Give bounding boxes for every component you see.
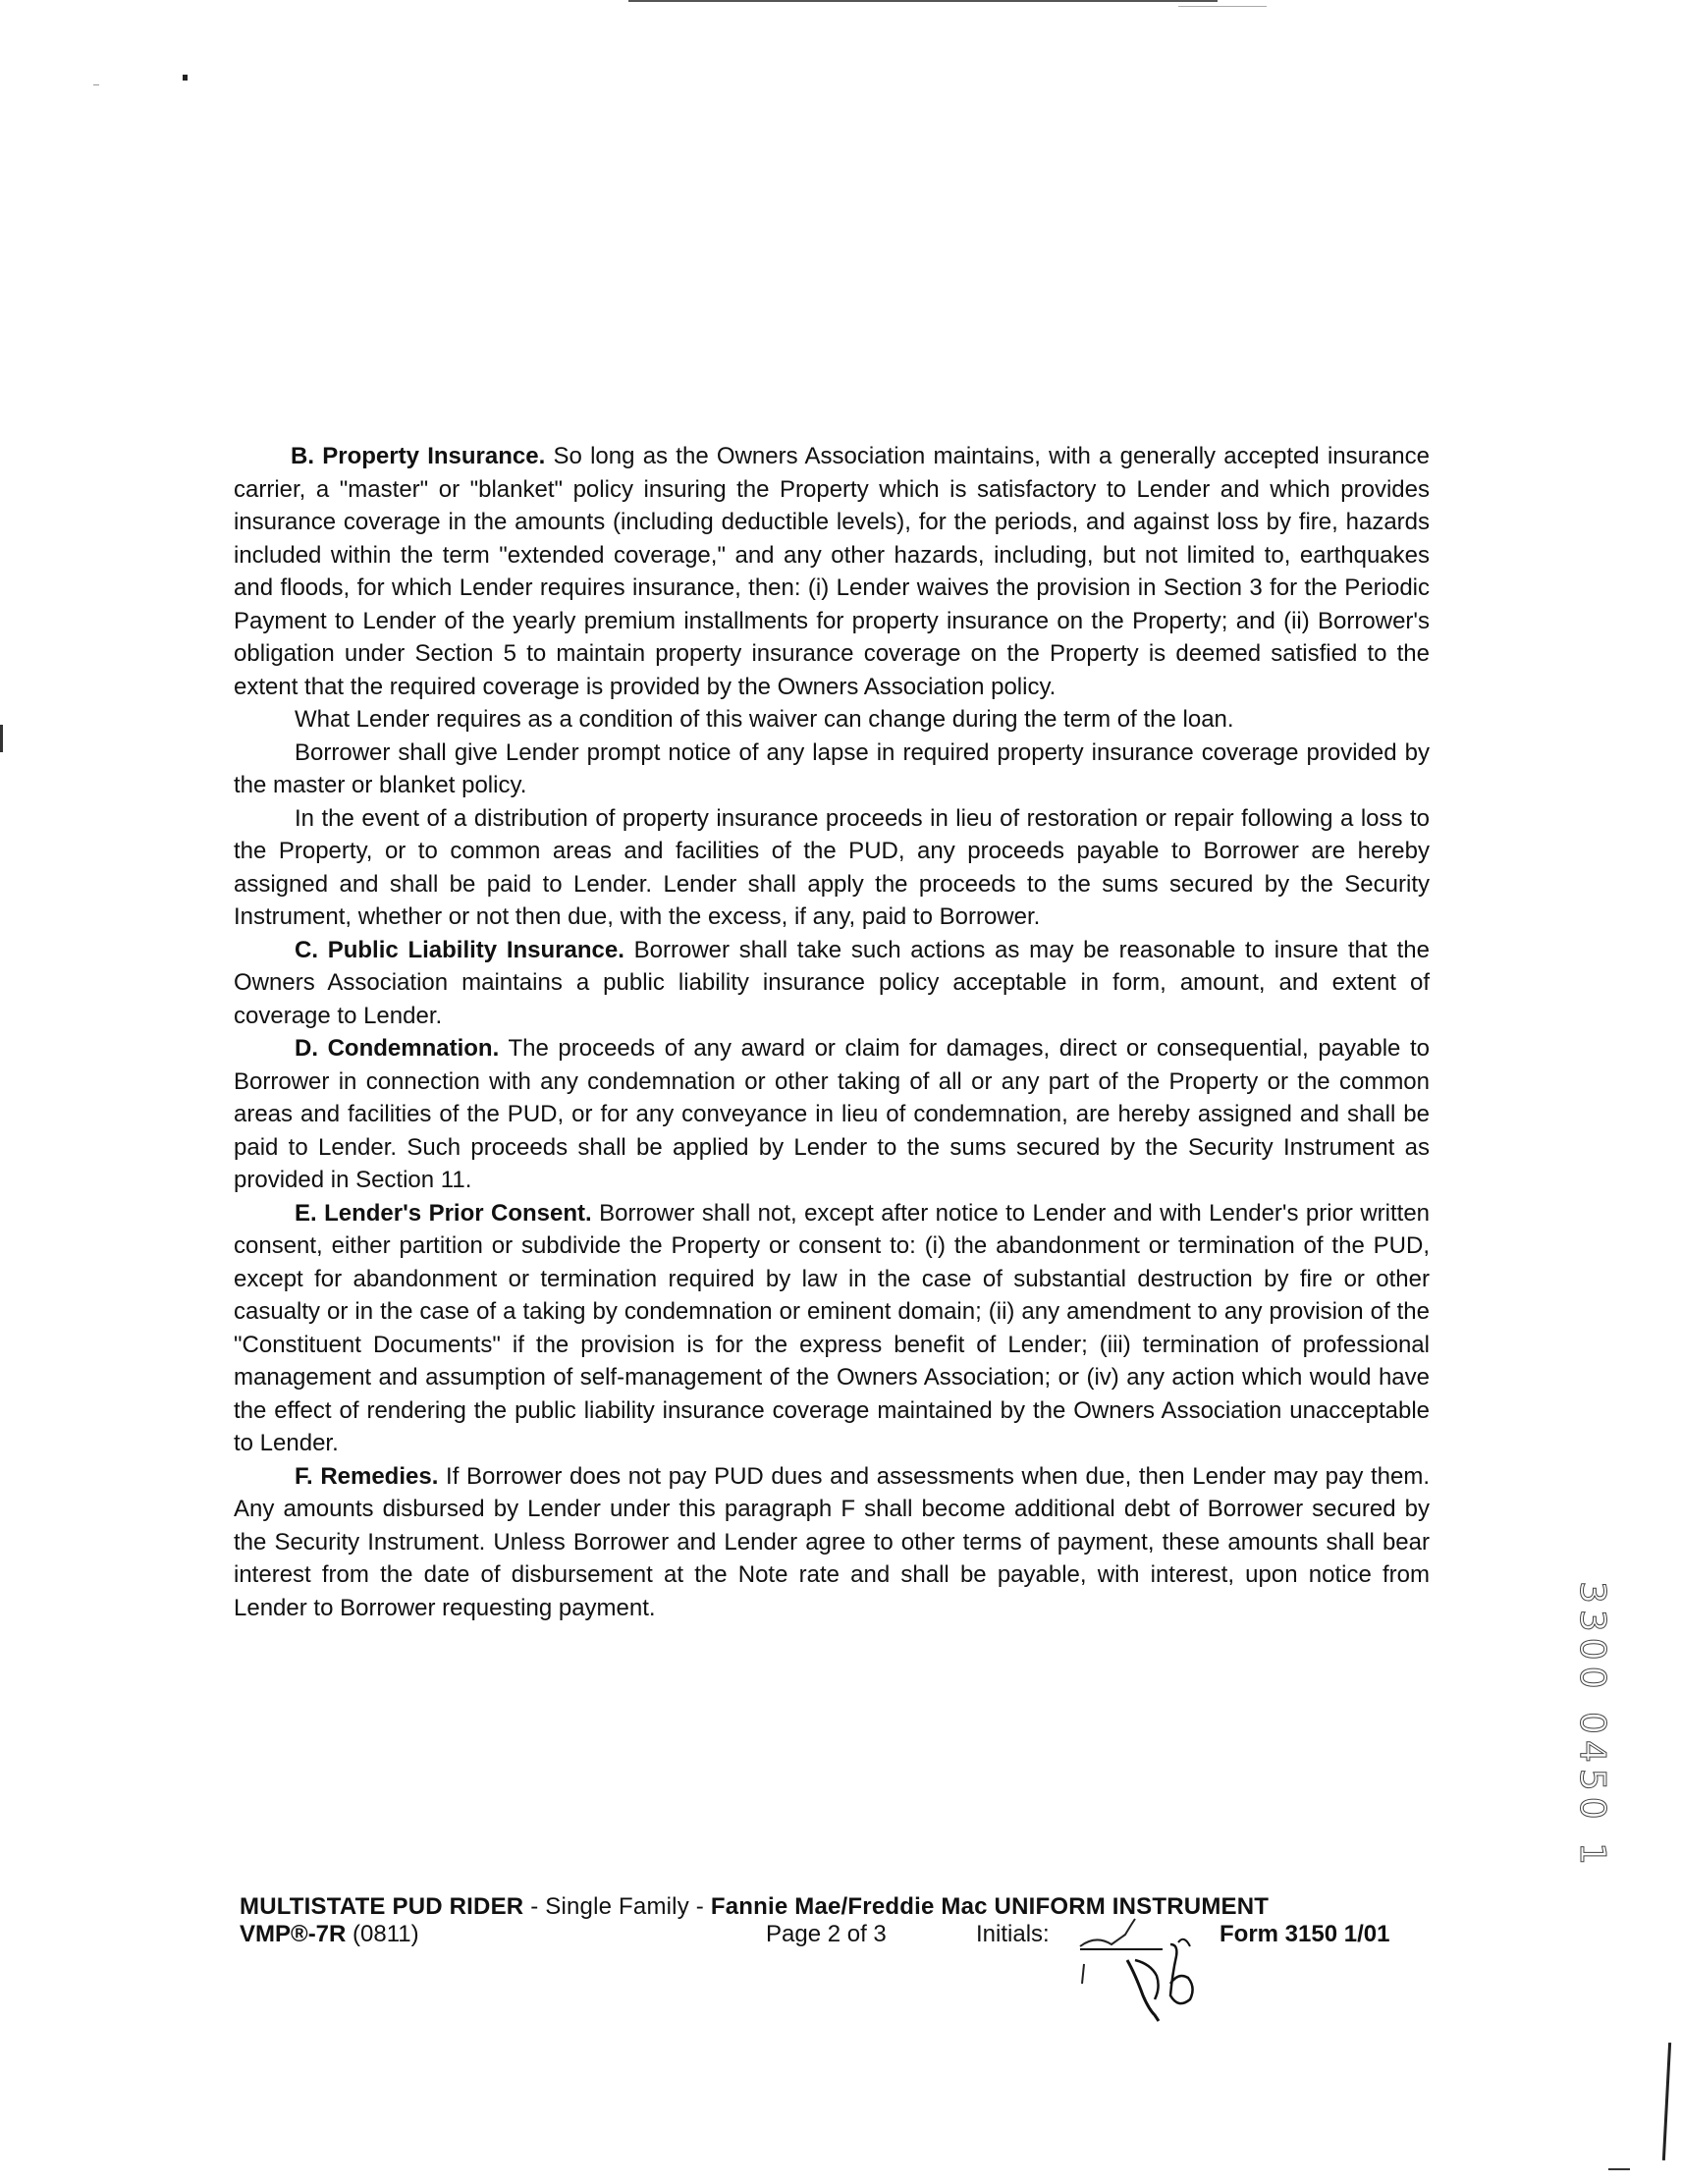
scan-artifact-top-line bbox=[628, 0, 1218, 2]
section-heading: B. Property Insurance. bbox=[291, 443, 546, 469]
form-code-prefix: VMP®-7R bbox=[240, 1921, 347, 1947]
handwritten-initials bbox=[1076, 1905, 1233, 2033]
section-text: Borrower shall not, except after notice to Lender and with Lender's prior written consent, either partition or subdivide the Property or consent to: (i) the abandonment or termination of the PUD, except for abandonment or termination required by law in the case of substantial destruction by fire or other casualty or in the case of a taking by condemnation or eminent domain; (ii) any amendment to any provision of the "Constituent Documents" if the provision is for the express benefit of Lender; (iii) termination of professional management and assumption of self-management of the Owners Association; or (iv) any action which would have the effect of rendering the public liability insurance coverage maintained by the Owners Association unacceptable to Lender. bbox=[234, 1199, 1431, 1456]
scan-artifact-top-line bbox=[1178, 6, 1267, 7]
section-heading: F. Remedies. bbox=[295, 1462, 439, 1490]
rider-type: Single Family bbox=[545, 1893, 689, 1920]
recording-stamp: 3300 0450 1 bbox=[1572, 1581, 1612, 1872]
section-c-paragraph bbox=[234, 934, 1430, 1033]
scan-artifact-left-tick bbox=[0, 725, 3, 752]
section-f-paragraph bbox=[234, 1460, 1430, 1625]
section-b-paragraph bbox=[234, 440, 1430, 703]
separator: - bbox=[688, 1893, 711, 1920]
waiver-paragraph: What Lender requires as a condition of this waiver can change during the term of the loan. bbox=[295, 706, 1234, 733]
section-e-paragraph bbox=[234, 1197, 1430, 1460]
initials-label: Initials: bbox=[976, 1921, 1050, 1947]
section-text: Borrower shall take such actions as may be reasonable to insure that the Owners Association maintains a public liability insurance policy acceptable in form, amount, and extent of coverage to Lender. bbox=[234, 936, 1430, 1029]
lapse-paragraph: Borrower shall give Lender prompt notice of any lapse in required property insurance coverage provided by the master or blanket policy. bbox=[234, 738, 1430, 798]
form-code-suffix: (0811) bbox=[346, 1921, 419, 1947]
section-d-paragraph bbox=[234, 1032, 1430, 1197]
section-text: So long as the Owners Association maintains, with a generally accepted insurance carrier, a "master" or "blanket" policy insuring the Property which is satisfactory to Lender and which provides insurance coverage in the amounts (including deductible levels), for the periods, and against loss by fire, hazards included within the term "extended coverage," and any other hazards, including, but not limited to, earthquakes and floods, for which Lender requires insurance, then: (i) Lender waives the provision in Section 3 for the Periodic Payment to Lender of the yearly premium installments for property insurance on the Property; and (ii) Borrower's obligation under Section 5 to maintain property insurance coverage on the Property is deemed satisfied to the extent that the required coverage is provided by the Owners Association policy. bbox=[234, 443, 1430, 700]
scan-artifact-dot bbox=[183, 75, 188, 81]
rider-title: MULTISTATE PUD RIDER bbox=[240, 1893, 524, 1920]
rider-body bbox=[234, 440, 1430, 1624]
section-heading: C. Public Liability Insurance. bbox=[295, 936, 624, 963]
scan-artifact-right-edge bbox=[1662, 2043, 1671, 2160]
distribution-paragraph: In the event of a distribution of property insurance proceeds in lieu of restoration or repair following a loss to the Property, or to common areas and facilities of the PUD, any proceeds payable to Borrower are hereby assigned and shall be paid to Lender. Lender shall apply the proceeds to the sums secured by the Security Instrument, whether or not then due, with the excess, if any, paid to Borrower. bbox=[234, 804, 1430, 930]
section-text: The proceeds of any award or claim for damages, direct or consequential, payable to Borrower in connection with any condemnation or other taking of all or any part of the Property or the common areas and facilities of the PUD, or for any conveyance in lieu of condemnation, are hereby assigned and shall be paid to Lender. Such proceeds shall be applied by Lender to the sums secured by the Security Instrument as provided in Section 11. bbox=[234, 1035, 1431, 1193]
form-code bbox=[240, 1921, 419, 1948]
rider-instrument: Fannie Mae/Freddie Mac UNIFORM INSTRUMENT bbox=[710, 1893, 1270, 1920]
section-text: If Borrower does not pay PUD dues and assessments when due, then Lender may pay them. Any amounts disbursed by Lender under this paragraph F shall become additional debt of Borrower secured by the Security Instrument. Unless Borrower and Lender agree to other terms of payment, these amounts shall bear interest from the date of disbursement at the Note rate and shall be payable, with interest, upon notice from Lender to Borrower requesting payment. bbox=[234, 1462, 1430, 1621]
form-number: Form 3150 1/01 bbox=[1220, 1921, 1390, 1947]
page-number: Page 2 of 3 bbox=[766, 1921, 887, 1947]
section-heading: E. Lender's Prior Consent. bbox=[295, 1199, 592, 1227]
section-heading: D. Condemnation. bbox=[295, 1035, 500, 1062]
scan-artifact-dash bbox=[93, 84, 99, 85]
scan-artifact-bottom-dash bbox=[1608, 2168, 1630, 2170]
separator: - bbox=[523, 1893, 546, 1920]
footer-form-line bbox=[240, 1921, 1437, 1952]
